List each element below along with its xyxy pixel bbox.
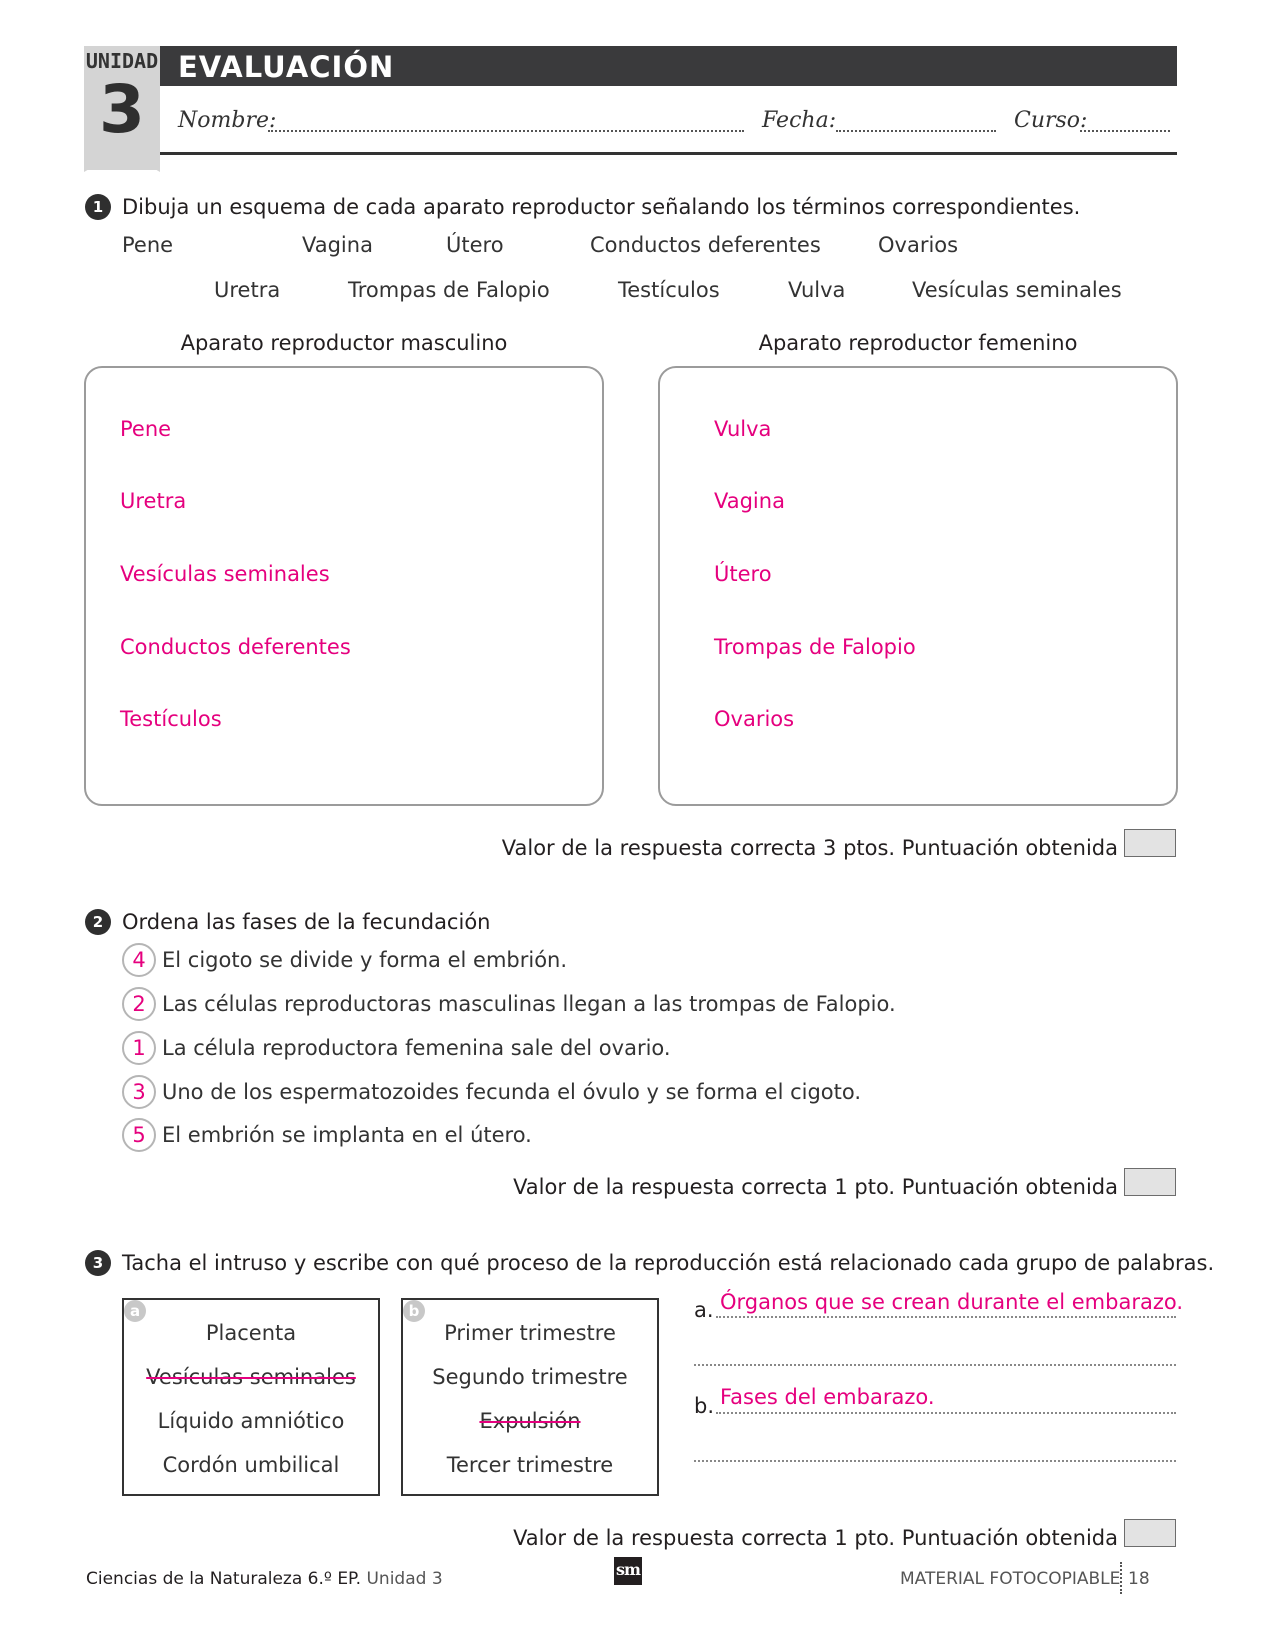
- word-box-a: [122, 1298, 380, 1496]
- order-number[interactable]: 2: [122, 987, 156, 1021]
- term: Vulva: [788, 278, 846, 302]
- unit-number: 3: [99, 71, 145, 148]
- term: Ovarios: [878, 233, 959, 257]
- ribbon-notch: [84, 150, 160, 172]
- unit-label: UNIDAD: [85, 49, 159, 73]
- male-answer: Vesículas seminales: [120, 562, 330, 586]
- box-b-word: Tercer trimestre: [446, 1453, 614, 1477]
- box-a-word: Líquido amniótico: [157, 1409, 345, 1433]
- female-answer: Útero: [714, 562, 772, 586]
- male-answer: Pene: [120, 417, 172, 441]
- term: Trompas de Falopio: [348, 278, 550, 302]
- question-1-score-text: Valor de la respuesta correcta 3 ptos. Puntuación obtenida: [501, 836, 1118, 860]
- male-answer: Testículos: [120, 707, 222, 731]
- sm-logo: sm: [614, 1557, 642, 1585]
- phase-text: El embrión se implanta en el útero.: [162, 1123, 532, 1147]
- answer-a-label: a.: [694, 1298, 714, 1322]
- term: Pene: [122, 233, 174, 257]
- question-1-number: 1: [85, 194, 111, 220]
- term: Vesículas seminales: [912, 278, 1122, 302]
- term: Testículos: [618, 278, 720, 302]
- answer-b-line-2: [694, 1460, 1176, 1462]
- order-number[interactable]: 4: [122, 943, 156, 977]
- box-b-intruder[interactable]: Expulsión: [479, 1409, 581, 1433]
- page-number: 18: [1128, 1569, 1150, 1589]
- phase-text: La célula reproductora femenina sale del ovario.: [162, 1036, 671, 1060]
- footer-separator: [1120, 1562, 1122, 1594]
- term: Conductos deferentes: [590, 233, 821, 257]
- question-2-score-text: Valor de la respuesta correcta 1 pto. Puntuación obtenida: [513, 1175, 1118, 1199]
- answer-b-label: b.: [694, 1394, 715, 1418]
- date-field[interactable]: [836, 130, 996, 132]
- male-answer: Conductos deferentes: [120, 635, 351, 659]
- course-field[interactable]: [1080, 130, 1170, 132]
- female-answer: Ovarios: [714, 707, 795, 731]
- answer-a-line: [716, 1316, 1176, 1318]
- box-b-letter-badge: b: [403, 1300, 425, 1322]
- phase-text: Las células reproductoras masculinas llegan a las trompas de Falopio.: [162, 992, 896, 1016]
- footer-subject: [86, 1569, 443, 1589]
- page-title: EVALUACIÓN: [178, 50, 395, 84]
- female-answer: Trompas de Falopio: [714, 635, 916, 659]
- question-3-number: 3: [85, 1250, 111, 1276]
- male-system-title: Aparato reproductor masculino: [180, 331, 508, 355]
- footer-material: MATERIAL FOTOCOPIABLE: [900, 1569, 1121, 1589]
- order-number[interactable]: 3: [122, 1075, 156, 1109]
- phase-text: El cigoto se divide y forma el embrión.: [162, 948, 568, 972]
- box-a-word: Cordón umbilical: [162, 1453, 340, 1477]
- box-b-word: Primer trimestre: [444, 1321, 616, 1345]
- date-label: Fecha:: [762, 108, 837, 133]
- male-answer-box[interactable]: [84, 366, 604, 806]
- answer-b-line: [716, 1412, 1176, 1414]
- question-2-prompt: Ordena las fases de la fecundación: [122, 910, 491, 934]
- course-label: Curso:: [1014, 108, 1088, 133]
- box-b-word: Segundo trimestre: [432, 1365, 628, 1389]
- box-a-word: Placenta: [205, 1321, 297, 1345]
- question-2-score-box[interactable]: [1124, 1168, 1176, 1196]
- name-field[interactable]: [268, 130, 744, 132]
- female-system-title: Aparato reproductor femenino: [758, 331, 1078, 355]
- question-3-prompt: Tacha el intruso y escribe con qué proceso de la reproducción está relacionado cada grupo de palabras.: [122, 1251, 1215, 1275]
- name-label: Nombre:: [178, 108, 277, 133]
- term: Uretra: [214, 278, 281, 302]
- female-answer-box[interactable]: [658, 366, 1178, 806]
- term: Útero: [446, 233, 504, 257]
- question-3-score-text: Valor de la respuesta correcta 1 pto. Puntuación obtenida: [513, 1526, 1118, 1550]
- footer-unit: Unidad 3: [366, 1569, 443, 1589]
- female-answer: Vagina: [714, 489, 785, 513]
- order-number[interactable]: 1: [122, 1031, 156, 1065]
- question-1-score-box[interactable]: [1124, 829, 1176, 857]
- answer-a-text[interactable]: Órganos que se crean durante el embarazo.: [720, 1290, 1183, 1314]
- question-3-score-box[interactable]: [1124, 1519, 1176, 1547]
- female-answer: Vulva: [714, 417, 772, 441]
- male-answer: Uretra: [120, 489, 187, 513]
- answer-a-line-2: [694, 1364, 1176, 1366]
- box-a-letter-badge: a: [124, 1300, 146, 1322]
- question-1-prompt: Dibuja un esquema de cada aparato reproductor señalando los términos correspondientes.: [122, 195, 1081, 219]
- footer-subject-text: Ciencias de la Naturaleza 6.º EP.: [86, 1569, 362, 1589]
- term: Vagina: [302, 233, 373, 257]
- box-a-intruder[interactable]: Vesículas seminales: [146, 1365, 356, 1389]
- question-2-number: 2: [85, 909, 111, 935]
- header-rule: [160, 152, 1177, 155]
- order-number[interactable]: 5: [122, 1118, 156, 1152]
- phase-text: Uno de los espermatozoides fecunda el óvulo y se forma el cigoto.: [162, 1080, 862, 1104]
- word-box-b: [401, 1298, 659, 1496]
- answer-b-text[interactable]: Fases del embarazo.: [720, 1385, 935, 1409]
